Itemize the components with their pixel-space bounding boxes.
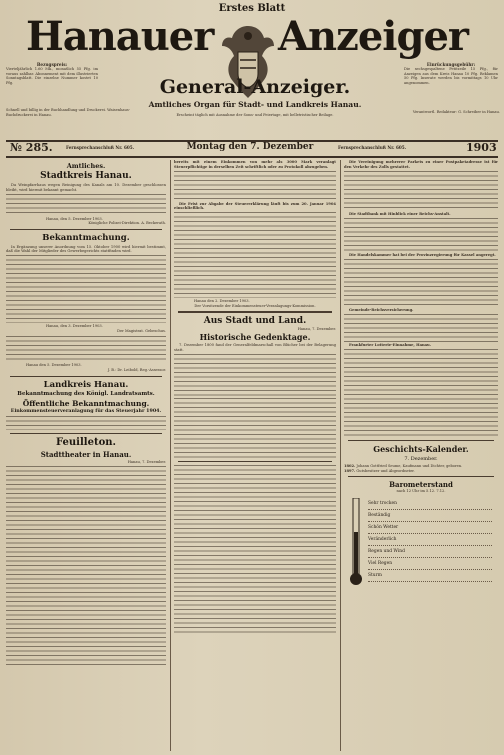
column-separator-2: [340, 160, 341, 751]
announcement-1-heading: Bekanntmachung.: [42, 232, 130, 243]
barometer-scale: [368, 498, 492, 582]
phone-right: Fernsprechanschluß Nr. 605.: [338, 145, 407, 150]
masthead-title-right: Anzeiger: [278, 13, 468, 60]
col2-body-4: [174, 398, 336, 458]
col2-body-5: [174, 465, 336, 635]
col2-body-2: [174, 212, 336, 298]
col3-body-1: [344, 171, 498, 211]
col2-deadline-text: Die Frist zur Abgabe der Steuererklärung läuft bis zum 20. Januar 1904 einschließlich.: [174, 201, 336, 210]
theatre-date: Hanau, 7. Dezember.: [127, 460, 166, 465]
edition-label: Erstes Blatt: [218, 3, 286, 14]
advert-rates-box: [404, 62, 498, 86]
rural-district-sub: Bekanntmachung des Königl. Landratsamts.: [17, 390, 155, 397]
public-notice-body: [6, 416, 166, 430]
col3-body-3: [344, 259, 498, 307]
barometer-subtitle: nach 12 Uhr im 5.12. 7.12.: [396, 489, 446, 494]
notice-1-date: Hanau, den 5. Dezember 1903.: [46, 216, 103, 221]
col3-lead-text: Die Vereinigung mehrerer Parkets zu einer Postpaketadresse ist für den Verkehr des Zolls gestattet.: [344, 160, 498, 169]
historical-days-text: 7. Dezember 1800 fand der Generalfeldmarschall von Blücher bei der Belagerung statt.: [174, 343, 336, 352]
feuilleton-body: [6, 466, 166, 666]
col3-body-5: [344, 349, 498, 437]
history-entry-2: [344, 469, 498, 474]
history-entry-2-text: Gutsbesitzer und Abgeordneter.: [356, 468, 415, 473]
col2-signature: Der Vorsitzende der Einkommensteuer-Veranlagungs-Kommission.: [194, 303, 316, 308]
announcement-1-body: [6, 255, 166, 323]
barometer-label: Sturm: [368, 570, 492, 582]
barometer-tube: [348, 498, 364, 586]
phone-left: Fernsprechanschluß Nr. 605.: [66, 145, 135, 150]
col2-body-3: [174, 354, 336, 396]
col2-lead-text: bereits mit einem Einkommen von mehr als 3000 Mark veranlagt Steuerpflichtige in derselben Zeit schriftlich oder zu Protokoll abzugeben.: [174, 160, 336, 169]
notice-1-text: Da Weinpfarrhaus wegen Reinigung des Kanals am 10. Dezember geschlossen bleibt, wird hiermit bekannt gemacht.: [6, 183, 166, 192]
barometer-label: Regen und Wind: [368, 546, 492, 558]
issue-year: 1903: [466, 141, 497, 154]
announcement-2-body: [6, 336, 166, 362]
barometer-label: Schön Wetter: [368, 522, 492, 534]
column-separator-1: [170, 160, 171, 751]
history-entry-1-year: 1802.: [344, 464, 356, 468]
barometer-label: Viel Regen: [368, 558, 492, 570]
subscription-title: Bezugspreis:: [36, 62, 68, 67]
column-1: [6, 160, 166, 751]
barometer-chart: [344, 496, 498, 588]
dateline-bottom-rule: [6, 156, 498, 158]
public-notice-heading: Öffentliche Bekanntmachung.: [22, 398, 150, 408]
col2-body-1: [174, 171, 336, 201]
subscription-box: [6, 62, 98, 86]
history-entry-1-text: Johann Gottfried Seume, Kaufmann und Dichter, geboren.: [356, 464, 463, 468]
advert-rates-text: Die sechsgespaltene Petitzeile 15 Pfg., für Anzeigen aus dem Kreis Hanau 10 Pfg. Reklamen 50 Pfg. Inserate werden bis vormittags 10 Uhr angenommen.: [404, 67, 498, 85]
advert-rates-title: Einrückungsgebühr:: [426, 62, 476, 67]
masthead-subtitle: General-Anzeiger.: [159, 76, 351, 98]
theatre-heading: Stadttheater in Hanau.: [40, 450, 132, 460]
historical-days-heading: Historische Gedenktage.: [199, 332, 311, 343]
notice-1-body: [6, 194, 166, 216]
town-country-date: Hanau, 7. Dezember.: [297, 326, 336, 331]
section-town-country: Aus Stadt und Land.: [203, 315, 307, 326]
publication-schedule: Erscheint täglich mit Ausnahme der Sonn- und Feiertage, mit belletristischer Beilage.: [176, 113, 334, 117]
col3-body-2: [344, 218, 498, 252]
subscription-text: Vierteljährlich 1.60 Mk., monatlich 55 Pfg. im voraus zahlbar. Abonnement mit dem illustrierten Sonntagsblatt. Die einzelne Nummer kostet 10 Pfg.: [6, 67, 98, 85]
masthead-title-left: Hanauer: [26, 13, 214, 60]
section-official: Amtliches.: [66, 162, 106, 170]
col3-body-4: [344, 314, 498, 342]
announcement-2-signature: J. B.: Dr. Leibold, Reg.-Assessor.: [107, 367, 166, 372]
announcement-1-text: In Ergänzung unserer Anordnung vom 15. Oktober 1900 wird hiermit bestimmt, daß die Wahl der Mitglieder des Gewerbegerichts stattfinden wird.: [6, 244, 166, 254]
issue-date: Montag den 7. Dezember: [186, 142, 314, 152]
official-organ: Amtliches Organ für Stadt- und Landkreis Hanau.: [148, 100, 362, 109]
column-3: [344, 160, 498, 751]
issue-number: № 285.: [10, 141, 53, 154]
notice-1-signature: Königliche Polizei-Direktion. A. Beckerath.: [88, 221, 166, 226]
col3-bank-text: Die Stadtbank mit Hinblick einer Reichs-Anstalt.: [349, 211, 451, 216]
barometer-heading: Barometerstand: [389, 480, 453, 490]
announcement-1-signature: Der Magistrat. Gebeschus.: [117, 328, 166, 333]
history-calendar-heading: Geschichts-Kalender.: [373, 444, 469, 454]
history-entry-2-year: 1897.: [344, 468, 356, 473]
section-rural-district: Landkreis Hanau.: [43, 379, 129, 390]
public-notice-sub: Einkommensteuerveranlagung für das Steuerjahr 1904.: [10, 407, 162, 414]
col3-chamber-text: Die Handelskammer hat bei der Provinzregierung für Kassel angeregt.: [349, 252, 496, 257]
barometer-label: Beständig: [368, 510, 492, 522]
column-2: [174, 160, 336, 751]
barometer-label: Veränderlich: [368, 534, 492, 546]
col3-lottery-text: Frankfurter Lotterie-Einnahme, Hanau.: [349, 342, 431, 347]
announcement-1-date: Hanau, den 3. Dezember 1903.: [46, 324, 103, 329]
print-info: Schnell und billig in der Buchhandlung und Druckerei. Waisenhaus-Buchdruckerei in Hanau.: [6, 108, 130, 117]
col2-date: Hanau den 2. Dezember 1903.: [194, 299, 250, 303]
col3-insurance-text: Gemeinde-Reichsversicherung.: [349, 307, 414, 312]
history-calendar-date: 7. Dezember.: [404, 456, 438, 462]
barometer-label: Sehr trocken: [368, 498, 492, 510]
announcement-2-date: Hanau den 5. Dezember 1903.: [26, 363, 82, 368]
feuilleton-heading: Feuilleton.: [56, 437, 116, 449]
section-city-district: Stadtkreis Hanau.: [40, 171, 132, 181]
editor-info: Verantwortl. Redakteur: G. Schreiber in Hanau.: [412, 110, 500, 114]
